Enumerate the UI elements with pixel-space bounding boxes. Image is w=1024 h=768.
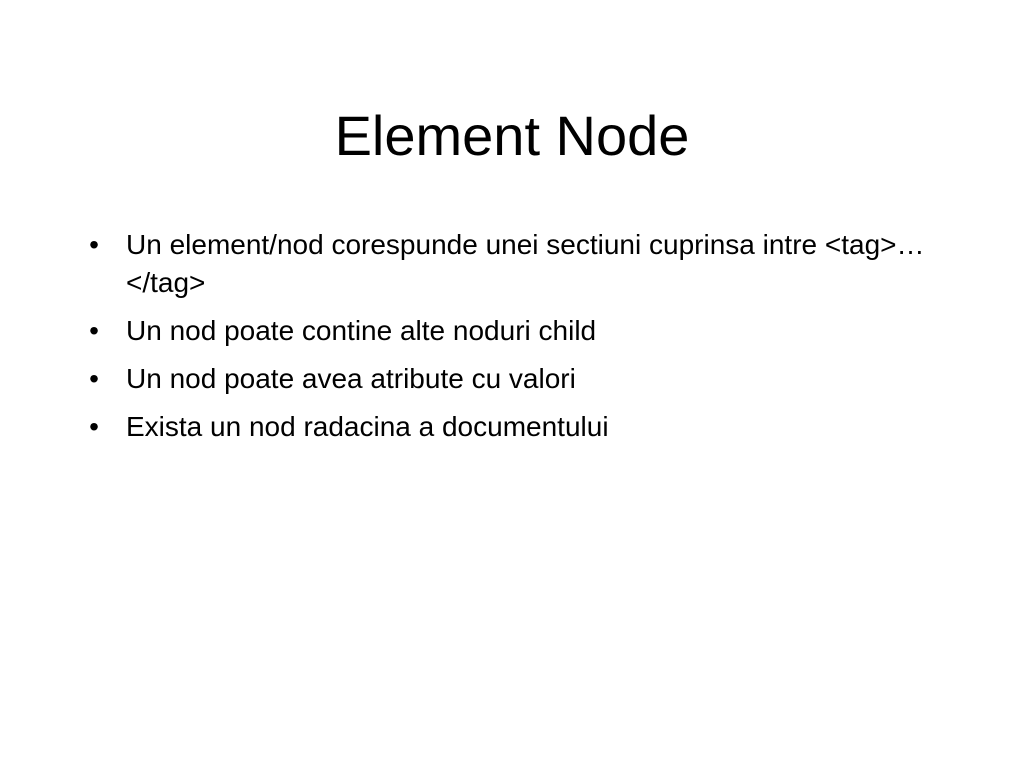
bullet-mark: • xyxy=(89,229,99,260)
bullet-item xyxy=(84,226,944,302)
bullet-text: Exista un nod radacina a documentului xyxy=(126,411,609,442)
bullet-text: Un element/nod corespunde unei sectiuni cuprinsa intre <tag>… </tag> xyxy=(126,229,925,298)
bullet-text: Un nod poate avea atribute cu valori xyxy=(126,363,576,394)
bullet-list xyxy=(84,226,944,456)
bullet-mark: • xyxy=(89,363,99,394)
bullet-mark: • xyxy=(89,411,99,442)
bullet-text: Un nod poate contine alte noduri child xyxy=(126,315,597,346)
bullet-item xyxy=(84,312,944,350)
bullet-item xyxy=(84,360,944,398)
bullet-item xyxy=(84,408,944,446)
bullet-mark: • xyxy=(89,315,99,346)
slide-title: Element Node xyxy=(334,104,690,167)
